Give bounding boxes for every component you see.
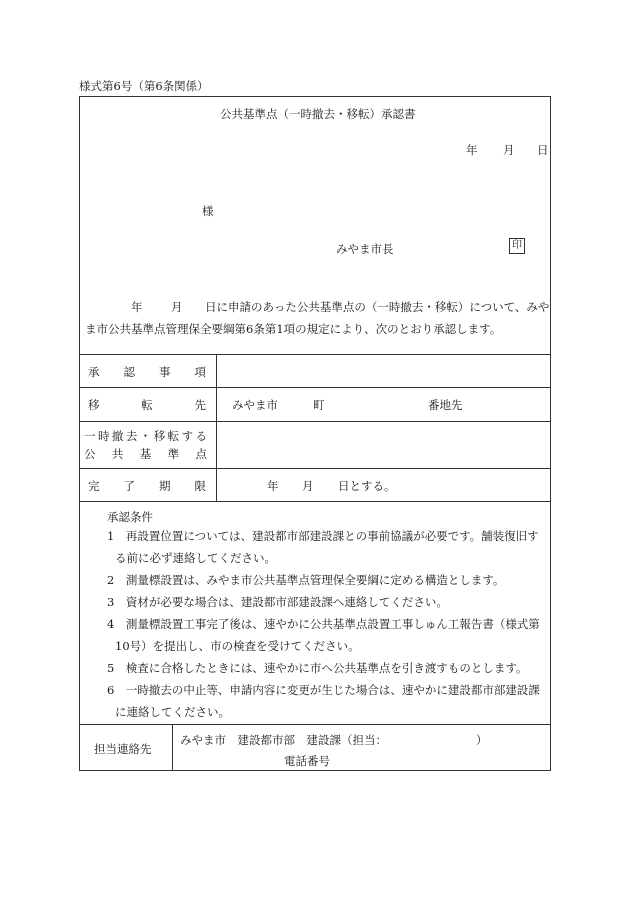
divider <box>79 724 551 725</box>
form-label: 様式第6号（第6条関係） <box>79 79 209 93</box>
condition-line: 5 検査に合格したときには、速やかに市へ公共基準点を引き渡すものとします。 <box>107 661 528 675</box>
date-month: 月 <box>503 143 515 157</box>
contact-close-paren: ） <box>476 733 488 747</box>
condition-line: る前に必ず連絡してください。 <box>115 551 276 565</box>
divider <box>216 354 217 501</box>
condition-line: 6 一時撤去の中止等、申請内容に変更が生じた場合は、速やかに建設都市部建設課 <box>107 683 540 697</box>
intro-line1: 日に申請のあった公共基準点の（一時撤去・移転）について、みや <box>205 300 550 314</box>
contact-label: 担当連絡先 <box>94 742 152 756</box>
contact-phone-label: 電話番号 <box>284 754 330 768</box>
issuer: みやま市長 <box>336 242 394 256</box>
deadline-month: 月 <box>302 479 314 493</box>
intro-month: 月 <box>171 300 183 314</box>
target-label-line2: 公 共 基 準 点 <box>84 447 207 461</box>
deadline-label: 完 了 期 限 <box>88 479 206 493</box>
conditions-heading: 承認条件 <box>107 510 153 524</box>
condition-line: に連絡してください。 <box>115 705 230 719</box>
divider <box>79 387 551 388</box>
intro-line2: ま市公共基準点管理保全要綱第6条第1項の規定により、次のとおり承認します。 <box>85 322 502 336</box>
condition-line: 3 資材が必要な場合は、建設都市部建設課へ連絡してください。 <box>107 595 448 609</box>
destination-lot: 番地先 <box>428 398 463 412</box>
approval-label: 承 認 事 項 <box>88 365 206 379</box>
divider <box>79 501 551 502</box>
condition-line: 2 測量標設置は、みやま市公共基準点管理保全要綱に定める構造とします。 <box>107 573 505 587</box>
deadline-year: 年 <box>267 479 279 493</box>
divider <box>79 354 551 355</box>
seal-mark: 印 <box>509 238 525 254</box>
target-label-line1: 一 時 撤 去 ・ 移 転 す る <box>84 429 207 443</box>
addressee-suffix: 様 <box>202 204 214 218</box>
destination-town: 町 <box>313 398 325 412</box>
destination-label: 移 転 先 <box>88 398 206 412</box>
date-year: 年 <box>466 143 478 157</box>
destination-city: みやま市 <box>232 398 278 412</box>
divider <box>172 724 173 771</box>
contact-line1: みやま市 建設都市部 建設課（担当： <box>180 733 387 747</box>
document-title: 公共基準点（一時撤去・移転）承認書 <box>220 107 416 121</box>
intro-year: 年 <box>131 300 143 314</box>
date-day: 日 <box>537 143 549 157</box>
condition-line: 4 測量標設置工事完了後は、速やかに公共基準点設置工事しゅん工報告書（様式第 <box>107 617 540 631</box>
divider <box>79 468 551 469</box>
condition-line: 1 再設置位置については、建設都市部建設課との事前協議が必要です。舗装復旧す <box>107 529 539 543</box>
divider <box>79 421 551 422</box>
condition-line: 10号）を提出し、市の検査を受けてください。 <box>115 639 360 653</box>
deadline-rest: 日とする。 <box>338 479 396 493</box>
